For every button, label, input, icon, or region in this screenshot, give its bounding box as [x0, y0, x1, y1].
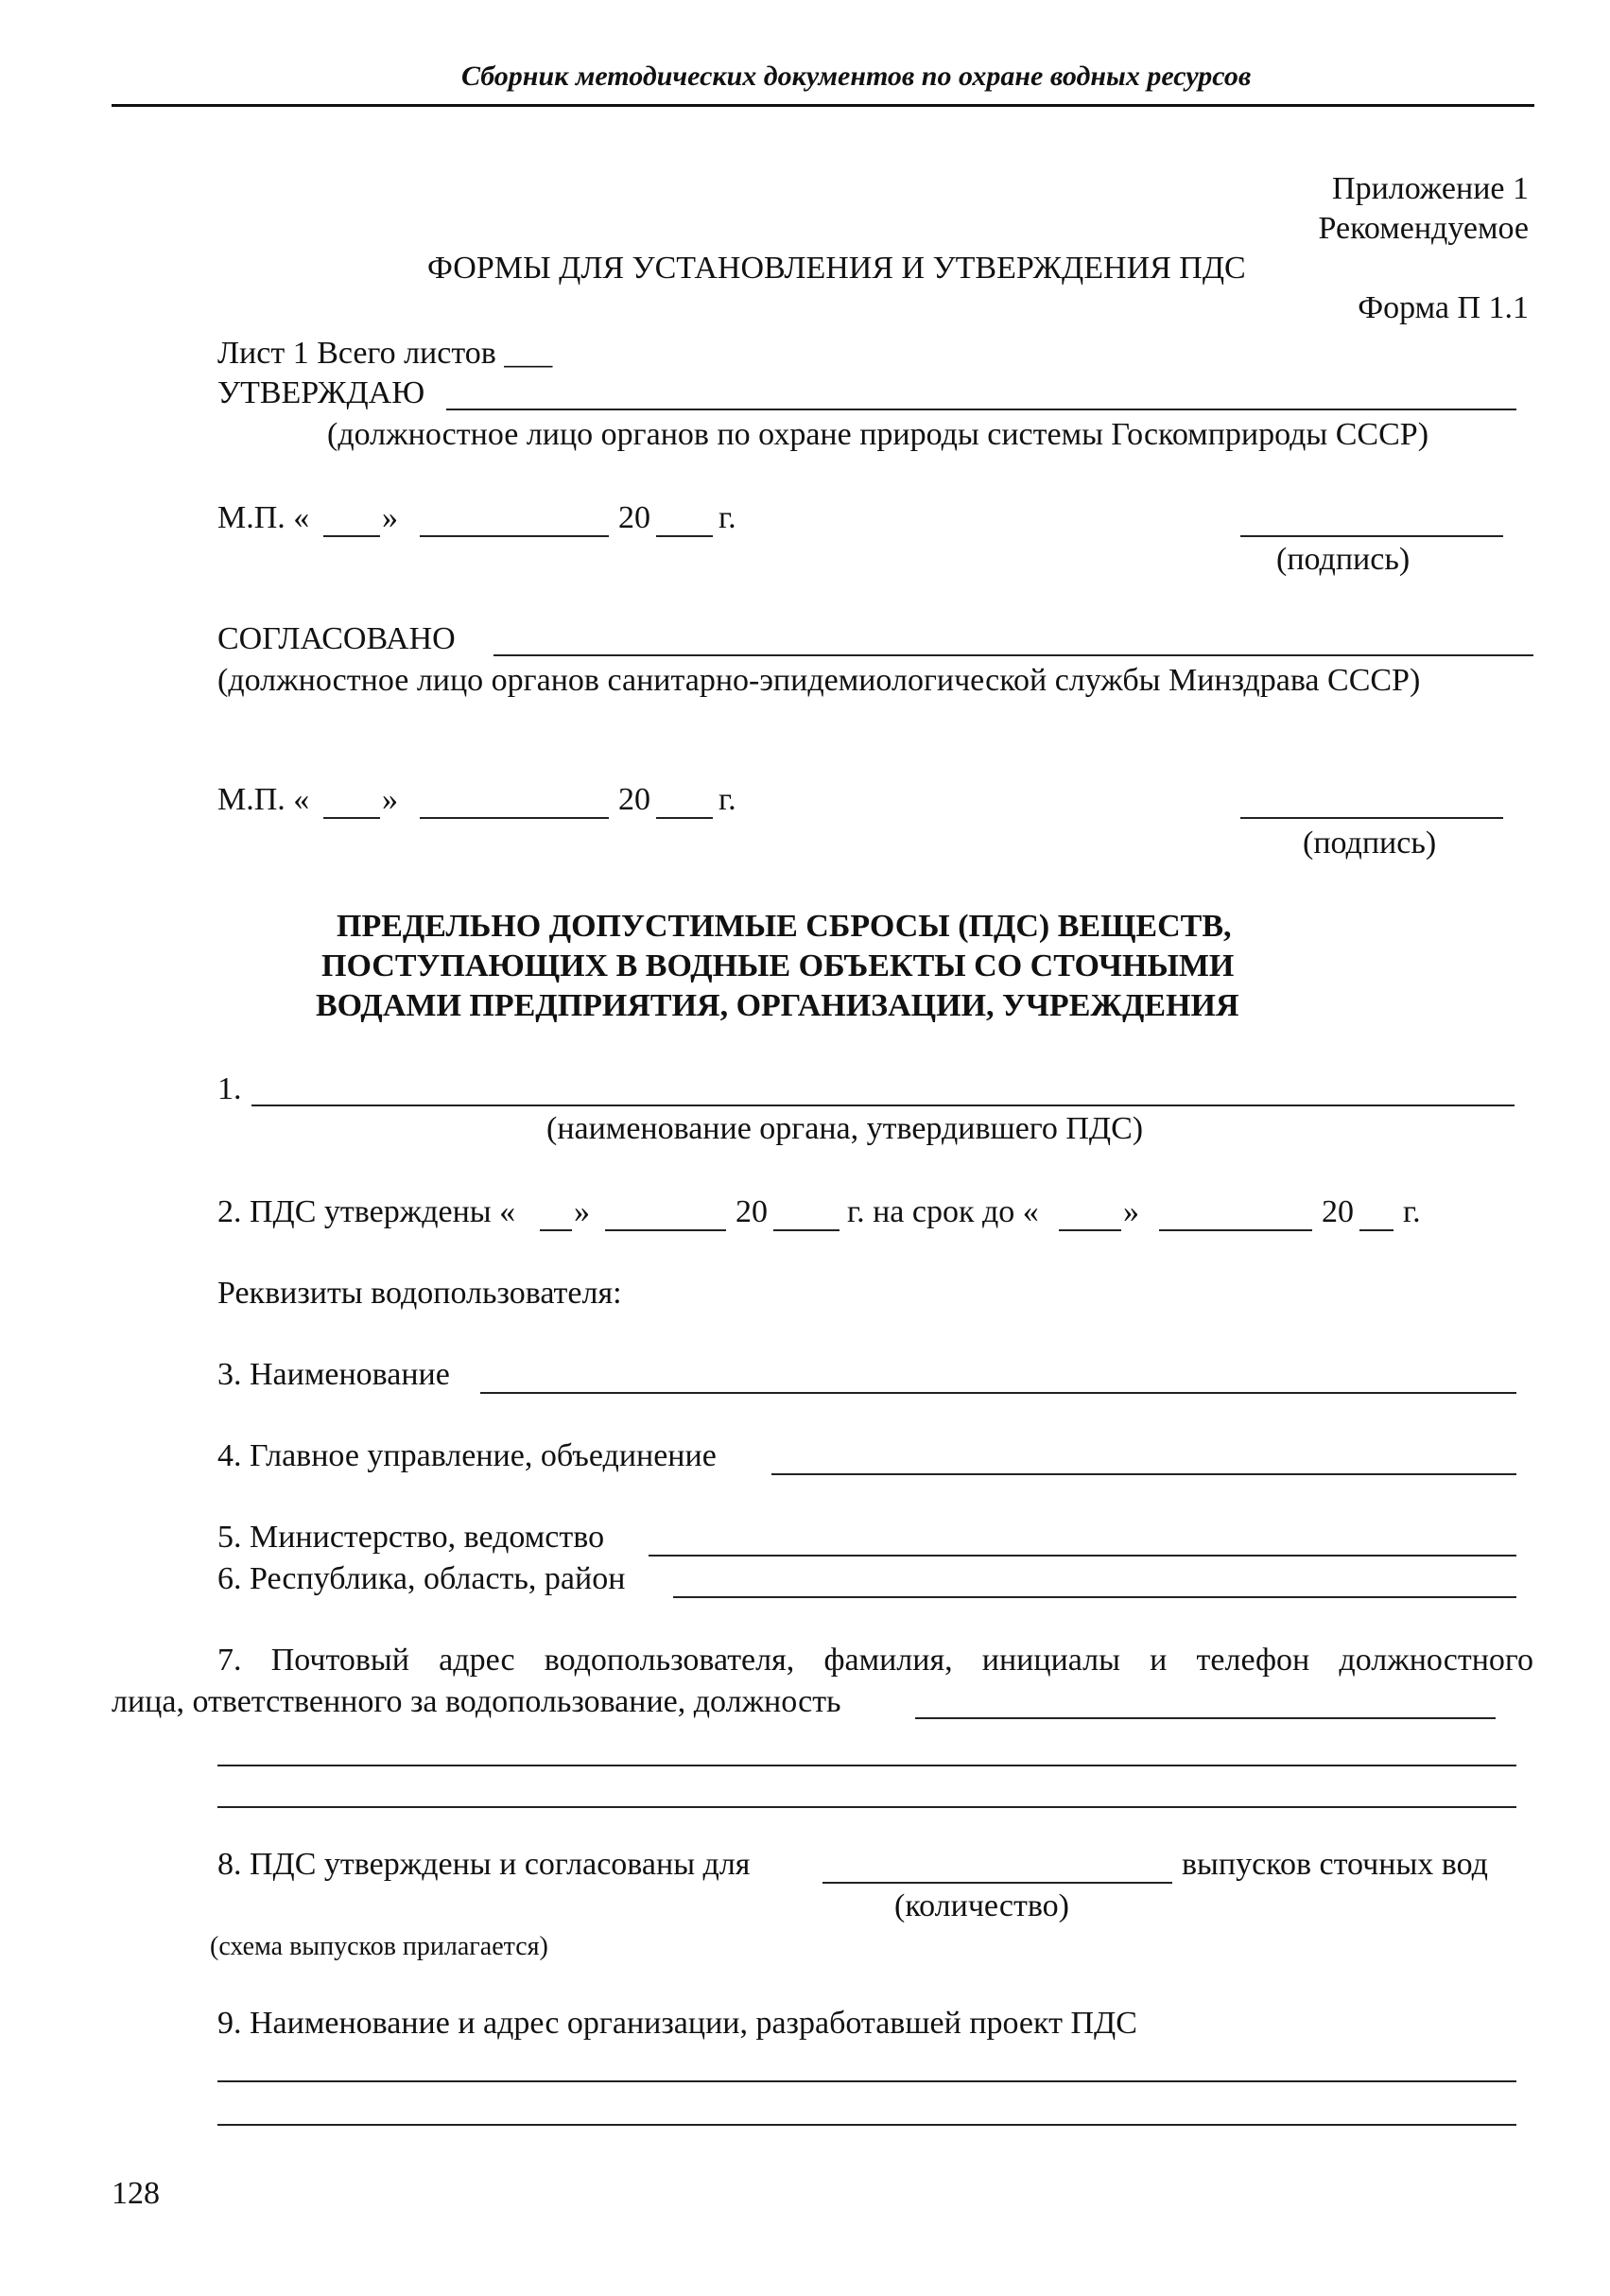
- signature-line[interactable]: [1240, 535, 1503, 537]
- mp-prefix: М.П. «: [217, 500, 310, 535]
- field-3-line[interactable]: [480, 1392, 1516, 1394]
- main-title-line-3: ВОДАМИ ПРЕДПРИЯТИЯ, ОРГАНИЗАЦИИ, УЧРЕЖДЕНИЯ: [316, 988, 1239, 1023]
- mp-year-suffix: г.: [718, 500, 736, 535]
- signature-caption: (подпись): [1276, 542, 1411, 577]
- approve-line[interactable]: [446, 409, 1516, 410]
- forms-title: ФОРМЫ ДЛЯ УСТАНОВЛЕНИЯ И УТВЕРЖДЕНИЯ ПДС: [427, 251, 1246, 286]
- field-5-line[interactable]: [649, 1555, 1516, 1557]
- mp-year-suffix-2: г.: [718, 782, 736, 817]
- mp-year-line[interactable]: [656, 535, 713, 537]
- appendix-status: Рекомендуемое: [1318, 211, 1529, 246]
- field-1-number: 1.: [217, 1071, 242, 1106]
- field-2-day2-line[interactable]: [1059, 1229, 1121, 1231]
- field-2-b: »: [574, 1194, 590, 1229]
- main-title-line-1: ПРЕДЕЛЬНО ДОПУСТИМЫЕ СБРОСЫ (ПДС) ВЕЩЕСТВ,: [337, 909, 1232, 944]
- mp-day-line-2[interactable]: [323, 817, 380, 819]
- agree-label: СОГЛАСОВАНО: [217, 621, 456, 656]
- mp-year-2: 20: [618, 782, 650, 817]
- mp-day-line[interactable]: [323, 535, 380, 537]
- field-2-a: 2. ПДС утверждены «: [217, 1194, 516, 1229]
- field-5-label: 5. Министерство, ведомство: [217, 1520, 605, 1555]
- requisites-heading: Реквизиты водопользователя:: [217, 1276, 622, 1311]
- field-7-extra-line-2[interactable]: [217, 1806, 1516, 1808]
- field-7-line[interactable]: [915, 1717, 1496, 1719]
- field-8-a: 8. ПДС утверждены и согласованы для: [217, 1847, 751, 1882]
- sheet-count: Лист 1 Всего листов ___: [217, 336, 553, 371]
- field-2-day-line[interactable]: [540, 1229, 572, 1231]
- field-9-line-2[interactable]: [217, 2124, 1516, 2126]
- field-2-d: »: [1123, 1194, 1139, 1229]
- field-7-extra-line-1[interactable]: [217, 1765, 1516, 1766]
- field-2-c: г. на срок до «: [847, 1194, 1039, 1229]
- field-6-line[interactable]: [673, 1596, 1516, 1598]
- header-rule: [112, 104, 1534, 107]
- mp-mid: »: [382, 500, 398, 535]
- mp-mid-2: »: [382, 782, 398, 817]
- field-4-line[interactable]: [771, 1473, 1516, 1475]
- mp-year-line-2[interactable]: [656, 817, 713, 819]
- field-8-note: (схема выпусков прилагается): [210, 1932, 548, 1961]
- field-4-label: 4. Главное управление, объединение: [217, 1438, 717, 1473]
- field-6-label: 6. Республика, область, район: [217, 1561, 626, 1596]
- form-number: Форма П 1.1: [1358, 290, 1529, 325]
- field-2-month-line[interactable]: [605, 1229, 726, 1231]
- approve-label: УТВЕРЖДАЮ: [217, 375, 425, 410]
- agree-caption: (должностное лицо органов санитарно-эпидемиологической службы Минздрава СССР): [217, 663, 1421, 698]
- signature-line-2[interactable]: [1240, 817, 1503, 819]
- field-7-line-2: лица, ответственного за водопользование, должность: [112, 1684, 841, 1719]
- field-2-year: 20: [736, 1194, 768, 1229]
- field-1-caption: (наименование органа, утвердившего ПДС): [546, 1111, 1144, 1146]
- page-number: 128: [112, 2176, 160, 2211]
- field-9-line-1[interactable]: [217, 2080, 1516, 2082]
- field-2-year2: 20: [1322, 1194, 1354, 1229]
- field-2-e: г.: [1403, 1194, 1421, 1229]
- field-8-caption: (количество): [894, 1888, 1069, 1923]
- running-header: Сборник методических документов по охране водных ресурсов: [461, 61, 1252, 92]
- signature-caption-2: (подпись): [1303, 826, 1437, 861]
- field-2-year2-line[interactable]: [1359, 1229, 1394, 1231]
- mp-month-line[interactable]: [420, 535, 609, 537]
- approve-caption: (должностное лицо органов по охране природы системы Госкомприроды СССР): [327, 417, 1429, 452]
- mp-year: 20: [618, 500, 650, 535]
- mp-month-line-2[interactable]: [420, 817, 609, 819]
- field-2-year-line[interactable]: [773, 1229, 840, 1231]
- field-3-label: 3. Наименование: [217, 1357, 450, 1392]
- field-8-count-line[interactable]: [822, 1882, 1172, 1884]
- agree-line[interactable]: [493, 654, 1533, 656]
- appendix-label: Приложение 1: [1332, 171, 1529, 206]
- field-1-line[interactable]: [251, 1105, 1515, 1106]
- field-2-month2-line[interactable]: [1159, 1229, 1312, 1231]
- field-7-line-1: 7. Почтовый адрес водопользователя, фамилия, инициалы и телефон должностного: [217, 1643, 1533, 1678]
- main-title-line-2: ПОСТУПАЮЩИХ В ВОДНЫЕ ОБЪЕКТЫ СО СТОЧНЫМИ: [321, 948, 1235, 983]
- field-9-label: 9. Наименование и адрес организации, разработавшей проект ПДС: [217, 2006, 1137, 2041]
- mp-prefix-2: М.П. «: [217, 782, 310, 817]
- field-8-b: выпусков сточных вод: [1182, 1847, 1488, 1882]
